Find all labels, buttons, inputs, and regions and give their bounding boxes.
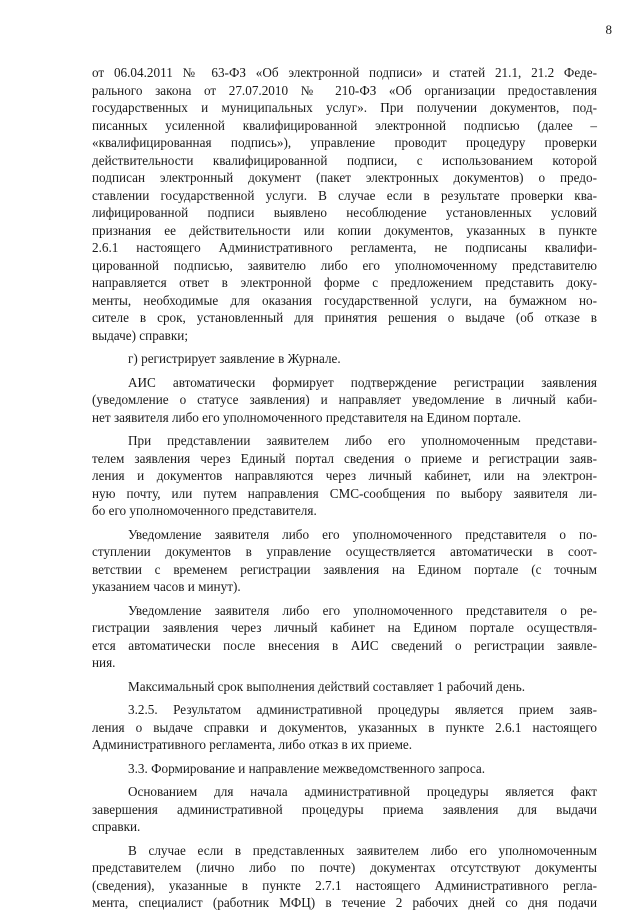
text-line: 3.3. Формирование и направление межведомственного запроса. [128,760,486,776]
text-line: Уведомление заявителя либо его уполномоченного представителя о ре- [128,602,597,618]
text-line: мента, специалист (работник МФЦ) в течение 2 рабочих дней со дня подачи [92,895,597,910]
text-line: (уведомление о статусе заявления) и направляет уведомление в личный каби- [92,392,597,407]
text-line: При представлении заявителем либо его уполномоченным представи- [128,433,597,448]
text-line: «квалифицированная подпись»), управление проводит процедуру проверки [92,135,597,150]
text-line: менты, необходимые для оказания государственной услуги, на бумажном но- [92,292,597,308]
paragraph [92,783,597,836]
text-line: телем заявления через Единый портал сведения о приеме и регистрации заяв- [92,450,597,466]
text-line: рального закона от 27.07.2010 № 210-ФЗ «Об организации предоставления [92,82,597,98]
text-line: справки. [92,819,141,834]
text-line: направляется ответ в электронной форме с предложением представить доку- [92,275,597,290]
text-line: ную почту, или путем направления СМС-сообщения по выбору заявителя ли- [92,485,597,501]
text-line: признания ее действительности или копии документов, указанных в пункте [92,222,597,238]
text-line: бо его уполномоченного представителя. [92,503,317,518]
paragraph [92,842,597,912]
text-line: 3.2.5. Результатом административной процедуры является прием заяв- [128,702,597,717]
text-line: ступлении документов в управление осуществляется автоматически в соот- [92,544,597,559]
document-body [92,64,597,913]
text-line: 2.6.1 настоящего Административного регламента, не подписаны квалифи- [92,240,597,255]
text-line: ется автоматически после внесения в АИС сведений о регистрации заявле- [92,637,597,653]
text-line: цированной подписью, заявителю либо его уполномоченному представителю [92,257,597,273]
text-line: Уведомление заявителя либо его уполномоченного представителя о по- [128,526,597,542]
text-line: Основанием для начала административной процедуры является факт [128,784,597,799]
text-line: нет заявителя либо его уполномоченного представителя на Едином портале. [92,409,522,425]
paragraph [92,678,597,696]
text-line: от 06.04.2011 № 63-ФЗ «Об электронной подписи» и статей 21.1, 21.2 Феде- [92,65,597,80]
text-line: государственных и муниципальных услуг». При получении документов, под- [92,100,597,115]
text-line: подписан электронный документ (пакет электронных документов) о предо- [92,170,597,185]
paragraph [92,760,597,778]
text-line: выдаче) справки; [92,327,189,343]
text-line: ставлении государственной услуги. В случае если в результате проверки ква- [92,187,597,203]
text-line: ветствии с временем регистрации заявления на Едином портале (с точным [92,561,597,577]
paragraph [92,350,597,368]
page-number: 8 [605,22,612,37]
text-line: гистрации заявления через личный кабинет на Едином портале осуществля- [92,620,597,635]
text-line: Административного регламента, либо отказ в их приеме. [92,737,413,752]
paragraph [92,432,597,520]
text-line: указанием часов и минут). [92,579,241,594]
text-line: АИС автоматически формирует подтверждение регистрации заявления [128,374,597,390]
text-line: В случае если в представленных заявителем либо его уполномоченным [128,842,597,858]
text-line: ления о выдаче справки и документов, указанных в пункте 2.6.1 настоящего [92,719,597,735]
paragraph [92,374,597,427]
text-line: ления и документов направляются через личный кабинет, или на электрон- [92,468,597,483]
text-line: завершения административной процедуры приема заявления для выдачи [92,801,597,817]
paragraph [92,701,597,754]
text-line: (сведения), указанные в пункте 2.7.1 настоящего Административного регла- [92,877,597,893]
paragraph [92,64,597,344]
paragraph [92,526,597,596]
text-line: г) регистрирует заявление в Журнале. [128,351,341,366]
text-line: лифицированной подписи выявлено несоблюдение установленных условий [92,205,597,220]
text-line: писанных усиленной квалифицированной электронной подписью (далее – [92,117,597,133]
paragraph [92,602,597,672]
text-line: действительности квалифицированной подписи, с использованием которой [92,152,597,168]
text-line: Максимальный срок выполнения действий составляет 1 рабочий день. [128,678,526,694]
text-line: представителем (лично либо по почте) документах отсутствуют документы [92,860,597,875]
text-line: сителе в срок, установленный для принятия решения о выдаче (об отказе в [92,310,597,325]
text-line: ния. [92,655,116,670]
